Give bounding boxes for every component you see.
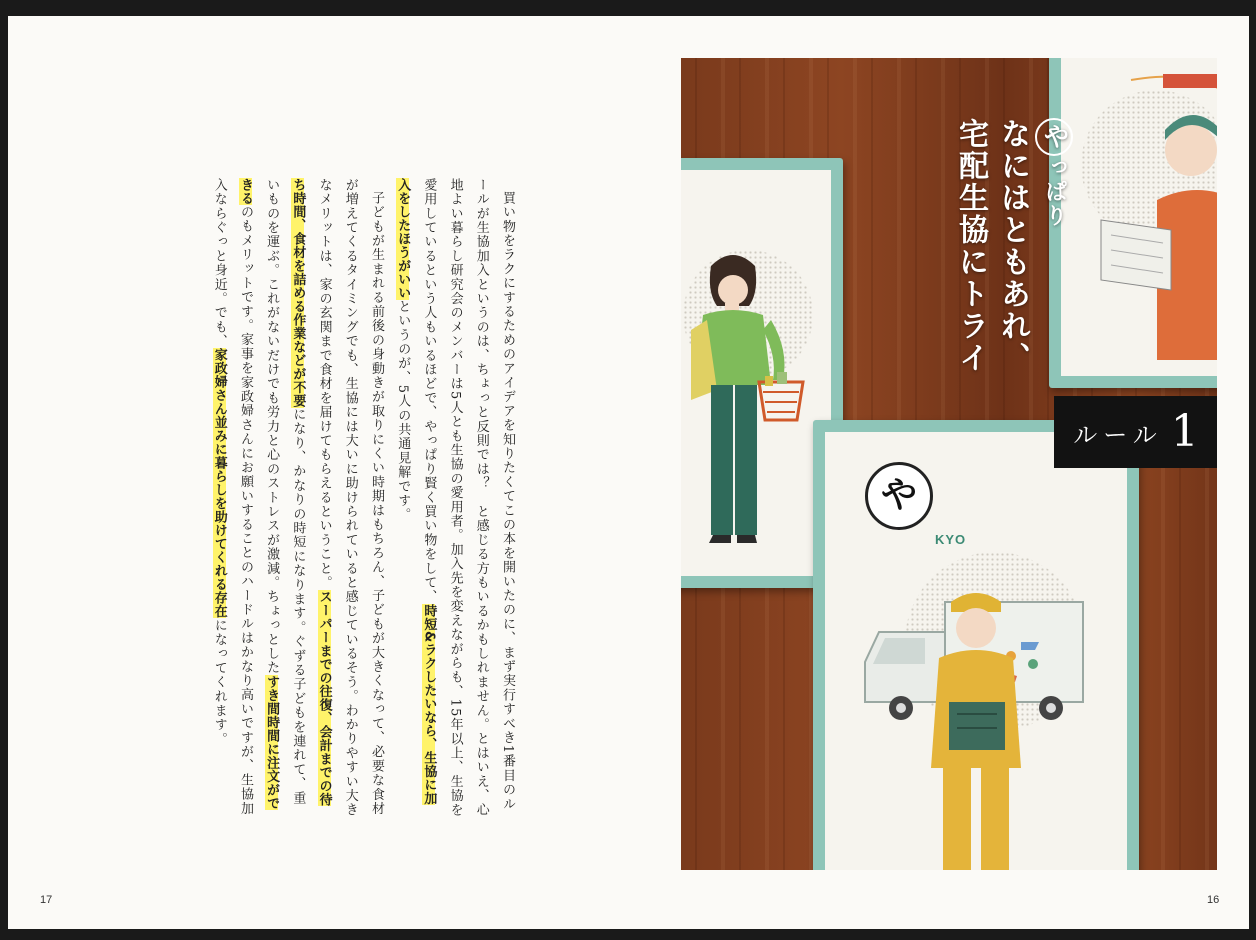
highlighted-phrase: 時短&ラクしたいなら、生協に加入をしたほうがいい bbox=[395, 178, 437, 805]
reading-woman-illustration bbox=[1061, 58, 1217, 376]
headline-line2: なにはともあれ、 bbox=[995, 118, 1030, 374]
text-run: 買い物をラクにするためのアイデアを知りたくてこの本を開いたのに、まず実行すべき1番目のルールが生協加入というのは、ちょっと反則では？ と感じる方もいるかもしれません。とはいえ、心地よい暮らし研究会のメンバーは5人とも生協の愛用者。加入先を変えながらも、15年以上、生協を愛用しているという人もいるほどで、やっぱり賢く買い物をして、 bbox=[421, 178, 515, 818]
text-run: になってくれます。 bbox=[211, 618, 227, 747]
page-number-right: 16 bbox=[1207, 894, 1220, 906]
headline-line3: 宅配生協にトライ bbox=[953, 118, 988, 374]
text-run: というのが、5人の共通見解です。 bbox=[395, 299, 411, 522]
book-spread bbox=[8, 16, 1249, 929]
headline-line1: っぱり bbox=[1042, 156, 1067, 228]
rule-label-box bbox=[1054, 396, 1217, 468]
body-text bbox=[90, 178, 520, 818]
text-run: のもメリットです。家事を家政婦さんにお願いすることのハードルはかなり高いですが、生協加入ならぐっと身近。でも、 bbox=[211, 178, 253, 816]
cover-photo bbox=[681, 58, 1217, 870]
illustration-card-delivery bbox=[813, 420, 1139, 870]
highlighted-phrase: すき間時間に注文ができる bbox=[237, 178, 280, 810]
text-run: 子どもが生まれる前後の身動きが取りにくい時期はもちろん、子どもが大きくなって、必要な食材が増えてくるタイミングでも、生協には大いに助けられていると感じているそう。わかりやすい大きなメリットは、家の玄関まで食材を届けてもらえるということ。 bbox=[316, 178, 384, 817]
ya-character-circle: や bbox=[865, 462, 933, 530]
page-number-left: 17 bbox=[40, 894, 53, 906]
headline-circled-char: や bbox=[1035, 118, 1073, 156]
shopper-woman-illustration bbox=[681, 170, 831, 576]
highlighted-phrase: スーパーまでの往復、会計までの待ち時間、食材を詰める作業などが不要 bbox=[290, 178, 332, 806]
highlighted-phrase: 家政婦さん並みに暮らしを助けてくれる存在 bbox=[211, 348, 227, 619]
rule-number: 1 bbox=[1170, 406, 1199, 457]
headline bbox=[949, 118, 1075, 374]
body-paragraph bbox=[206, 178, 389, 818]
rule-label: ルール bbox=[1073, 420, 1163, 449]
body-paragraph bbox=[389, 178, 520, 818]
delivery-worker-illustration bbox=[825, 432, 1127, 870]
truck-logo-text: KYO bbox=[935, 532, 967, 547]
text-run: になり、かなりの時短になります。ぐずる子どもを連れて、重いものを運ぶ。これがないだけでも労力と心のストレスが激減。ちょっとした bbox=[264, 178, 306, 806]
